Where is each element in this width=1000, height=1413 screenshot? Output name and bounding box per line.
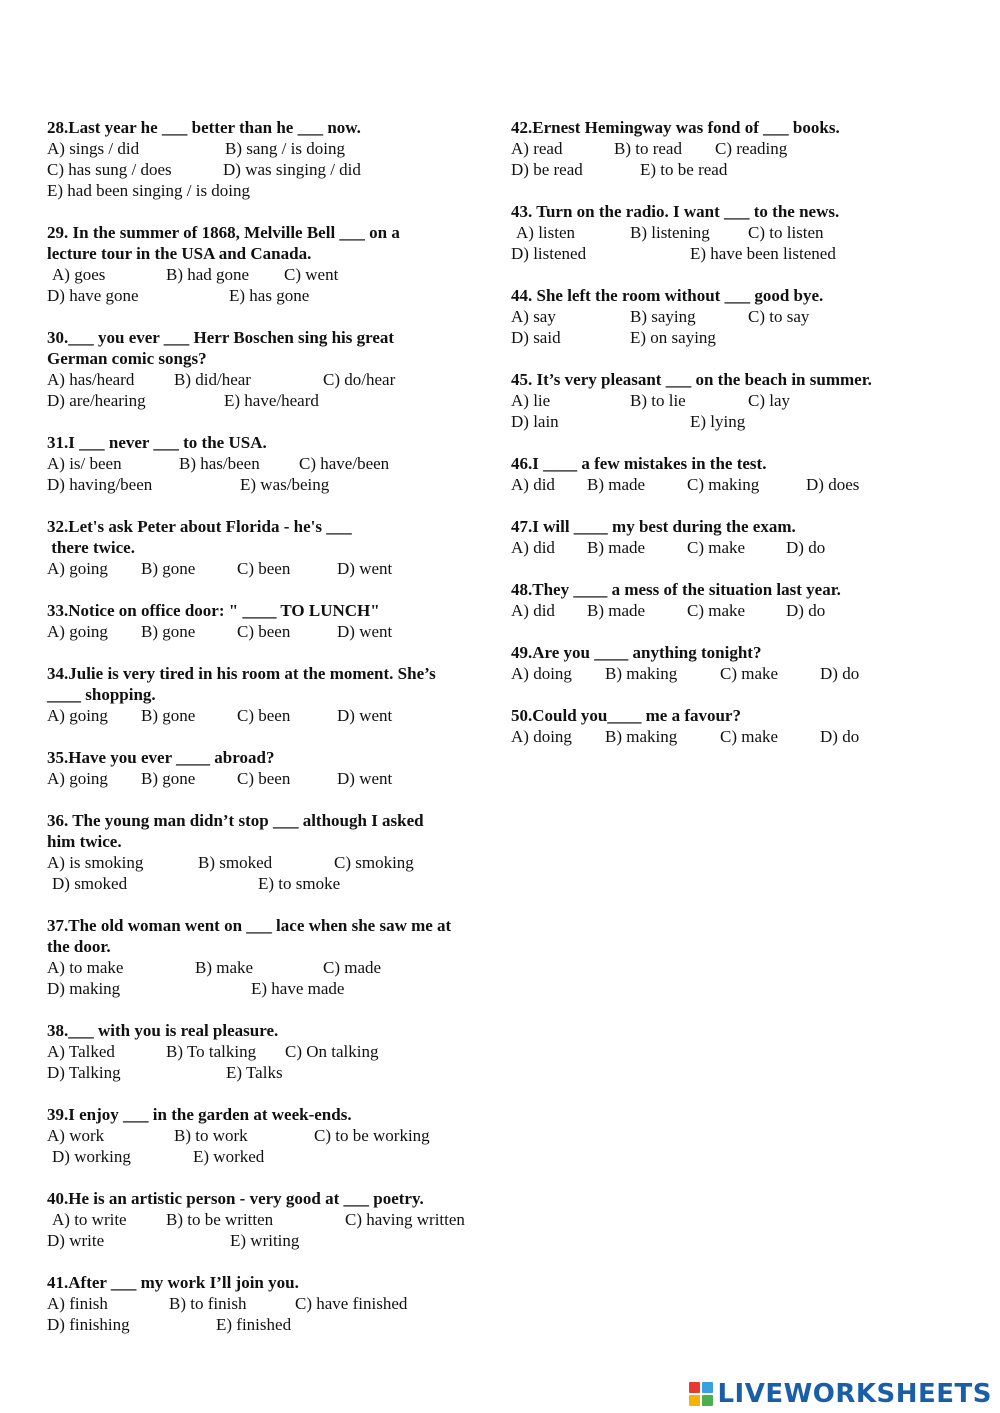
answer-option[interactable]: B) made bbox=[587, 475, 646, 494]
answer-option[interactable]: D) went bbox=[337, 559, 393, 578]
answer-option[interactable]: C) On talking bbox=[285, 1042, 379, 1061]
options-line bbox=[511, 327, 951, 348]
options-line bbox=[47, 852, 492, 873]
answer-option[interactable]: D) having/been bbox=[47, 475, 153, 494]
answer-option[interactable]: E) writing bbox=[230, 1231, 300, 1250]
options-line bbox=[47, 978, 492, 999]
answer-option[interactable]: B) to work bbox=[174, 1126, 248, 1145]
answer-option[interactable]: B) did/hear bbox=[174, 370, 251, 389]
question-text: 50.Could you____ me a favour? bbox=[511, 706, 741, 725]
answer-option[interactable]: C) reading bbox=[715, 139, 788, 158]
answer-option[interactable]: D) was singing / did bbox=[223, 160, 361, 179]
options-line bbox=[511, 222, 951, 243]
answer-option[interactable]: A) say bbox=[511, 307, 556, 326]
options-line bbox=[47, 1293, 492, 1314]
question-text: 39.I enjoy ___ in the garden at week-ends. bbox=[47, 1105, 352, 1124]
answer-option[interactable]: D) are/hearing bbox=[47, 391, 146, 410]
answer-option[interactable]: D) smoked bbox=[52, 874, 128, 893]
answer-option[interactable]: C) do/hear bbox=[323, 370, 396, 389]
answer-option[interactable]: A) Talked bbox=[47, 1042, 115, 1061]
options-line bbox=[47, 390, 492, 411]
answer-option[interactable]: A) is/ been bbox=[47, 454, 122, 473]
answer-option[interactable]: B) To talking bbox=[166, 1042, 257, 1061]
question-item bbox=[47, 1104, 492, 1167]
answer-option[interactable]: C) have finished bbox=[295, 1294, 408, 1313]
question-item bbox=[47, 1020, 492, 1083]
options-line bbox=[511, 306, 951, 327]
answer-option[interactable]: D) lain bbox=[511, 412, 559, 431]
answer-option[interactable]: D) have gone bbox=[47, 286, 139, 305]
answer-option[interactable]: D) said bbox=[511, 328, 561, 347]
question-text: 40.He is an artistic person - very good at ___ poetry. bbox=[47, 1189, 424, 1208]
answer-option[interactable]: E) lying bbox=[690, 412, 746, 431]
answer-option[interactable]: D) does bbox=[806, 475, 860, 494]
answer-option[interactable]: A) did bbox=[511, 475, 555, 494]
question-text: 34.Julie is very tired in his room at the moment. She’s ____ shopping. bbox=[47, 664, 436, 704]
options-line bbox=[47, 1314, 492, 1335]
question-item bbox=[47, 222, 492, 306]
question-text: 36. The young man didn’t stop ___ although I asked him twice. bbox=[47, 811, 424, 851]
answer-option[interactable]: D) be read bbox=[511, 160, 583, 179]
options-line bbox=[511, 159, 951, 180]
answer-option[interactable]: B) gone bbox=[141, 559, 196, 578]
question-text: 31.I ___ never ___ to the USA. bbox=[47, 433, 267, 452]
options-line bbox=[47, 705, 492, 726]
question-text: 37.The old woman went on ___ lace when she saw me at the door. bbox=[47, 916, 452, 956]
answer-option[interactable]: B) to be written bbox=[166, 1210, 274, 1229]
options-line bbox=[47, 558, 492, 579]
answer-option[interactable]: D) went bbox=[337, 706, 393, 725]
question-item bbox=[47, 810, 492, 894]
answer-option[interactable]: A) to make bbox=[47, 958, 124, 977]
answer-option[interactable]: B) gone bbox=[141, 706, 196, 725]
answer-option[interactable]: E) to be read bbox=[640, 160, 728, 179]
left-column bbox=[47, 117, 492, 1356]
question-item bbox=[511, 369, 951, 432]
answer-option[interactable]: C) been bbox=[237, 559, 291, 578]
answer-option[interactable]: C) make bbox=[720, 664, 779, 683]
options-line bbox=[47, 369, 492, 390]
answer-option[interactable]: A) is smoking bbox=[47, 853, 144, 872]
answer-option[interactable]: C) smoking bbox=[334, 853, 414, 872]
answer-option[interactable]: D) write bbox=[47, 1231, 105, 1250]
answer-option[interactable]: A) doing bbox=[511, 727, 572, 746]
answer-option[interactable]: D) do bbox=[820, 664, 860, 683]
answer-option[interactable]: B) made bbox=[587, 601, 646, 620]
question-item bbox=[511, 705, 951, 747]
answer-option[interactable]: A) doing bbox=[511, 664, 572, 683]
answer-option[interactable]: E) had been singing / is doing bbox=[47, 181, 251, 200]
answer-option[interactable]: C) has sung / does bbox=[47, 160, 172, 179]
question-text: 48.They ____ a mess of the situation last year. bbox=[511, 580, 841, 599]
options-line bbox=[511, 726, 951, 747]
answer-option[interactable]: D) Talking bbox=[47, 1063, 121, 1082]
question-item bbox=[511, 201, 951, 264]
answer-option[interactable]: E) worked bbox=[193, 1147, 265, 1166]
answer-option[interactable]: B) gone bbox=[141, 769, 196, 788]
question-item bbox=[47, 747, 492, 789]
options-line bbox=[47, 621, 492, 642]
options-line bbox=[47, 180, 492, 201]
question-text: 33.Notice on office door: " ____ TO LUNCH" bbox=[47, 601, 380, 620]
answer-option[interactable]: E) on saying bbox=[630, 328, 716, 347]
options-line bbox=[47, 138, 492, 159]
answer-option[interactable]: D) went bbox=[337, 622, 393, 641]
options-line bbox=[511, 411, 951, 432]
answer-option[interactable]: C) make bbox=[687, 538, 746, 557]
question-item bbox=[511, 285, 951, 348]
question-text: 35.Have you ever ____ abroad? bbox=[47, 748, 275, 767]
options-line bbox=[511, 600, 951, 621]
options-line bbox=[511, 138, 951, 159]
answer-option[interactable]: C) to say bbox=[748, 307, 810, 326]
answer-option[interactable]: C) having written bbox=[345, 1210, 465, 1229]
answer-option[interactable]: B) made bbox=[587, 538, 646, 557]
liveworksheets-logo-icon bbox=[689, 1382, 713, 1406]
question-text: 43. Turn on the radio. I want ___ to the news. bbox=[511, 202, 840, 221]
options-line bbox=[47, 957, 492, 978]
right-column bbox=[511, 117, 951, 768]
answer-option[interactable]: A) sings / did bbox=[47, 139, 140, 158]
answer-option[interactable]: C) to listen bbox=[748, 223, 824, 242]
answer-option[interactable]: A) did bbox=[511, 601, 555, 620]
answer-option[interactable]: D) working bbox=[52, 1147, 131, 1166]
question-text: 42.Ernest Hemingway was fond of ___ books. bbox=[511, 118, 840, 137]
question-text: 44. She left the room without ___ good bye. bbox=[511, 286, 824, 305]
question-text: 30.___ you ever ___ Herr Boschen sing his great German comic songs? bbox=[47, 328, 395, 368]
answer-option[interactable]: A) lie bbox=[511, 391, 551, 410]
answer-option[interactable]: D) do bbox=[786, 601, 826, 620]
options-line bbox=[47, 474, 492, 495]
answer-option[interactable]: B) to finish bbox=[169, 1294, 247, 1313]
answer-option[interactable]: B) to lie bbox=[630, 391, 686, 410]
question-item bbox=[511, 117, 951, 180]
question-text: 46.I ____ a few mistakes in the test. bbox=[511, 454, 767, 473]
answer-option[interactable]: C) have/been bbox=[299, 454, 390, 473]
answer-option[interactable]: E) have made bbox=[251, 979, 345, 998]
question-item bbox=[47, 663, 492, 726]
answer-option[interactable]: A) has/heard bbox=[47, 370, 135, 389]
options-line bbox=[47, 264, 492, 285]
answer-option[interactable]: E) Talks bbox=[226, 1063, 283, 1082]
question-item bbox=[47, 915, 492, 999]
answer-option[interactable]: B) sang / is doing bbox=[225, 139, 345, 158]
answer-option[interactable]: E) to smoke bbox=[258, 874, 341, 893]
answer-option[interactable]: C) making bbox=[687, 475, 760, 494]
question-text: 41.After ___ my work I’ll join you. bbox=[47, 1273, 299, 1292]
options-line bbox=[47, 873, 492, 894]
question-item bbox=[47, 600, 492, 642]
question-text: 38.___ with you is real pleasure. bbox=[47, 1021, 279, 1040]
answer-option[interactable]: D) went bbox=[337, 769, 393, 788]
answer-option[interactable]: C) make bbox=[687, 601, 746, 620]
question-item bbox=[47, 432, 492, 495]
answer-option[interactable]: C) made bbox=[323, 958, 382, 977]
question-text: 32.Let's ask Peter about Florida - he's ___ there twice. bbox=[47, 517, 352, 557]
options-line bbox=[47, 1146, 492, 1167]
question-item bbox=[47, 1272, 492, 1335]
answer-option[interactable]: B) listening bbox=[630, 223, 710, 242]
answer-option[interactable]: A) finish bbox=[47, 1294, 108, 1313]
answer-option[interactable]: E) have been listened bbox=[690, 244, 836, 263]
answer-option[interactable]: C) to be working bbox=[314, 1126, 430, 1145]
answer-option[interactable]: B) had gone bbox=[166, 265, 250, 284]
answer-option[interactable]: B) to read bbox=[614, 139, 682, 158]
answer-option[interactable]: D) finishing bbox=[47, 1315, 130, 1334]
answer-option[interactable]: B) saying bbox=[630, 307, 696, 326]
options-line bbox=[47, 1062, 492, 1083]
answer-option[interactable]: E) was/being bbox=[240, 475, 330, 494]
answer-option[interactable]: E) finished bbox=[216, 1315, 292, 1334]
answer-option[interactable]: C) lay bbox=[748, 391, 791, 410]
question-text: 28.Last year he ___ better than he ___ now. bbox=[47, 118, 361, 137]
question-item bbox=[47, 117, 492, 201]
options-line bbox=[47, 1125, 492, 1146]
liveworksheets-logo bbox=[689, 1379, 992, 1409]
answer-option[interactable]: A) going bbox=[47, 769, 108, 788]
answer-option[interactable]: B) making bbox=[605, 664, 678, 683]
question-item bbox=[511, 453, 951, 495]
options-line bbox=[47, 453, 492, 474]
options-line bbox=[47, 285, 492, 306]
question-item bbox=[47, 327, 492, 411]
options-line bbox=[511, 390, 951, 411]
options-line bbox=[47, 1230, 492, 1251]
question-item bbox=[47, 516, 492, 579]
answer-option[interactable]: B) make bbox=[195, 958, 254, 977]
question-item bbox=[511, 579, 951, 621]
answer-option[interactable]: A) did bbox=[511, 538, 555, 557]
answer-option[interactable]: C) been bbox=[237, 706, 291, 725]
question-text: 45. It’s very pleasant ___ on the beach in summer. bbox=[511, 370, 872, 389]
options-line bbox=[511, 537, 951, 558]
answer-option[interactable]: B) has/been bbox=[179, 454, 260, 473]
answer-option[interactable]: A) goes bbox=[52, 265, 106, 284]
options-line bbox=[47, 768, 492, 789]
answer-option[interactable]: E) have/heard bbox=[224, 391, 319, 410]
options-line bbox=[511, 663, 951, 684]
options-line bbox=[47, 1041, 492, 1062]
question-text: 47.I will ____ my best during the exam. bbox=[511, 517, 796, 536]
options-line bbox=[511, 474, 951, 495]
answer-option[interactable]: C) make bbox=[720, 727, 779, 746]
answer-option[interactable]: A) work bbox=[47, 1126, 105, 1145]
options-line bbox=[47, 159, 492, 180]
answer-option[interactable]: A) going bbox=[47, 622, 108, 641]
logo-text: LIVEWORKSHEETS bbox=[717, 1379, 992, 1409]
answer-option[interactable]: B) gone bbox=[141, 622, 196, 641]
answer-option[interactable]: B) smoked bbox=[198, 853, 273, 872]
answer-option[interactable]: A) going bbox=[47, 706, 108, 725]
answer-option[interactable]: C) been bbox=[237, 622, 291, 641]
question-item bbox=[511, 516, 951, 558]
question-text: 49.Are you ____ anything tonight? bbox=[511, 643, 762, 662]
answer-option[interactable]: A) to write bbox=[52, 1210, 127, 1229]
answer-option[interactable]: C) went bbox=[284, 265, 339, 284]
question-item bbox=[47, 1188, 492, 1251]
answer-option[interactable]: D) making bbox=[47, 979, 121, 998]
answer-option[interactable]: C) been bbox=[237, 769, 291, 788]
answer-option[interactable]: D) do bbox=[786, 538, 826, 557]
options-line bbox=[47, 1209, 492, 1230]
question-text: 29. In the summer of 1868, Melville Bell ___ on a lecture tour in the USA and Canada. bbox=[47, 223, 400, 263]
answer-option[interactable]: A) listen bbox=[516, 223, 576, 242]
answer-option[interactable]: D) do bbox=[820, 727, 860, 746]
answer-option[interactable]: E) has gone bbox=[229, 286, 310, 305]
question-item bbox=[511, 642, 951, 684]
answer-option[interactable]: A) read bbox=[511, 139, 563, 158]
answer-option[interactable]: A) going bbox=[47, 559, 108, 578]
answer-option[interactable]: D) listened bbox=[511, 244, 587, 263]
answer-option[interactable]: B) making bbox=[605, 727, 678, 746]
options-line bbox=[511, 243, 951, 264]
